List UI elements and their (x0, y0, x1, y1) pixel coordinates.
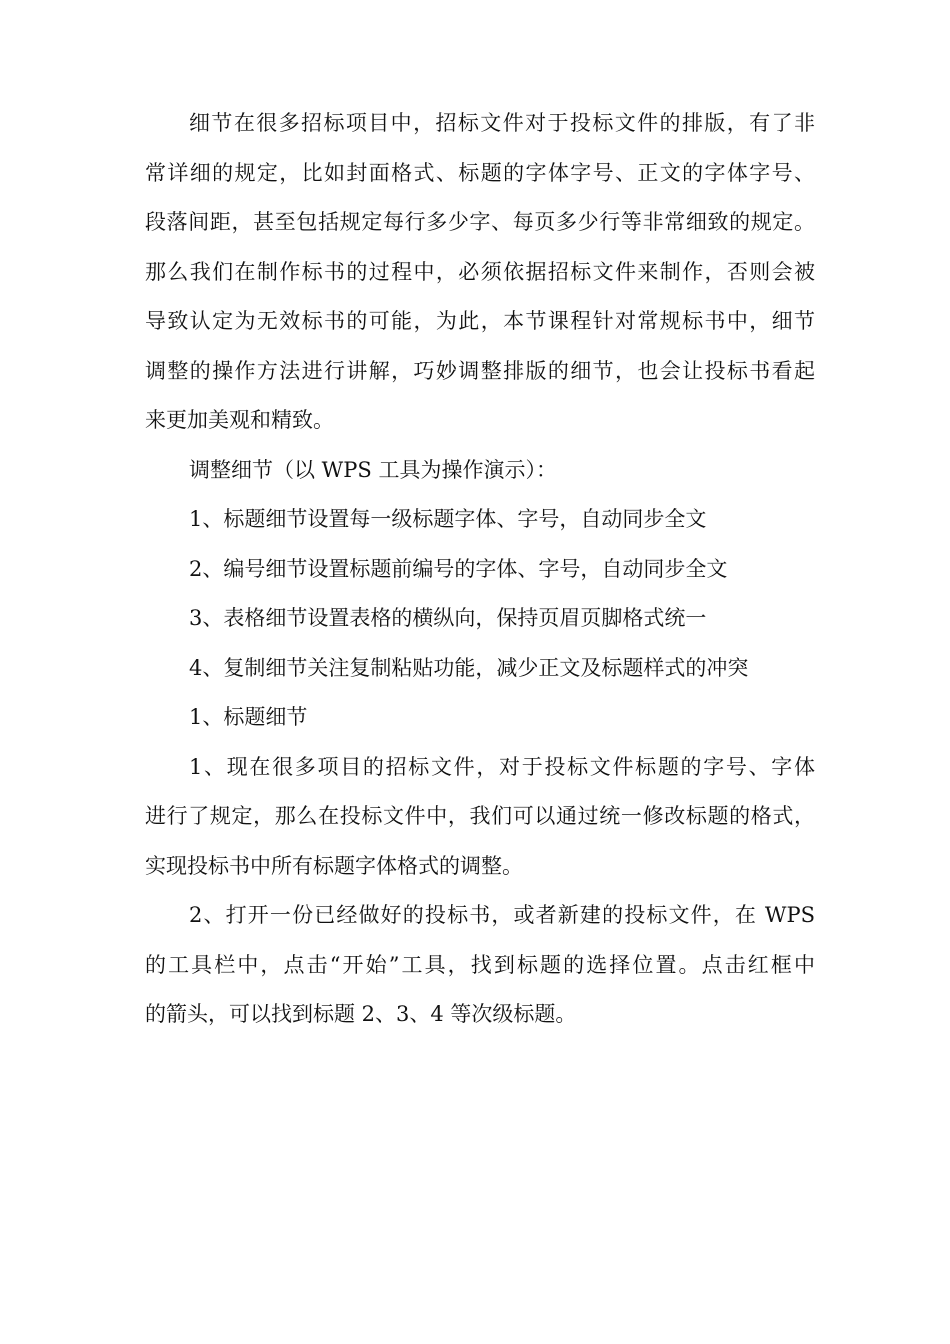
text-line: 1、现在很多项目的招标文件，对于投标文件标题的字号、字体 (189, 754, 815, 779)
text-line: 细节在很多招标项目中，招标文件对于投标文件的排版，有了非 (189, 111, 815, 135)
text-line: 2、打开一份已经做好的投标书，或者新建的投标文件，在 WPS (189, 903, 815, 927)
text-line: 4、复制细节关注复制粘贴功能，减少正文及标题样式的冲突 (189, 655, 749, 680)
text-line: 那么我们在制作标书的过程中，必须依据招标文件来制作，否则会被 (145, 259, 815, 284)
text-line: 段落间距，甚至包括规定每行多少字、每页多少行等非常细致的规定。 (145, 210, 815, 234)
text-line: 的工具栏中，点击“开始”工具，找到标题的选择位置。点击红框中 (145, 952, 815, 977)
text-line: 调整细节（以 WPS 工具为操作演示）： (189, 457, 557, 482)
section-heading (145, 693, 815, 743)
text-line: 调整的操作方法进行讲解，巧妙调整排版的细节，也会让投标书看起 (145, 358, 815, 383)
text-line: 导致认定为无效标书的可能，为此，本节课程针对常规标书中，细节 (145, 309, 815, 333)
text-line: 1、标题细节 (189, 705, 308, 729)
text-line: 3、表格细节设置表格的横纵向，保持页眉页脚格式统一 (189, 606, 707, 630)
document-body (145, 99, 815, 1040)
text-line: 进行了规定，那么在投标文件中，我们可以通过统一修改标题的格式， (145, 804, 815, 828)
list-item-2 (145, 545, 815, 595)
list-item-1 (145, 495, 815, 545)
list-item-3 (145, 594, 815, 644)
text-line: 1、标题细节设置每一级标题字体、字号，自动同步全文 (189, 507, 707, 531)
text-line: 2、编号细节设置标题前编号的字体、字号，自动同步全文 (189, 556, 728, 581)
section-intro-paragraph (145, 446, 815, 496)
text-line: 来更加美观和精致。 (145, 408, 334, 432)
text-line: 实现投标书中所有标题字体格式的调整。 (145, 853, 523, 878)
intro-paragraph (145, 99, 815, 446)
step-2-paragraph (145, 891, 815, 1040)
step-1-paragraph (145, 743, 815, 892)
text-line: 常详细的规定，比如封面格式、标题的字体字号、正文的字体字号、 (145, 160, 815, 185)
text-line: 的箭头，可以找到标题 2、3、4 等次级标题。 (145, 1002, 577, 1026)
list-item-4 (145, 644, 815, 694)
